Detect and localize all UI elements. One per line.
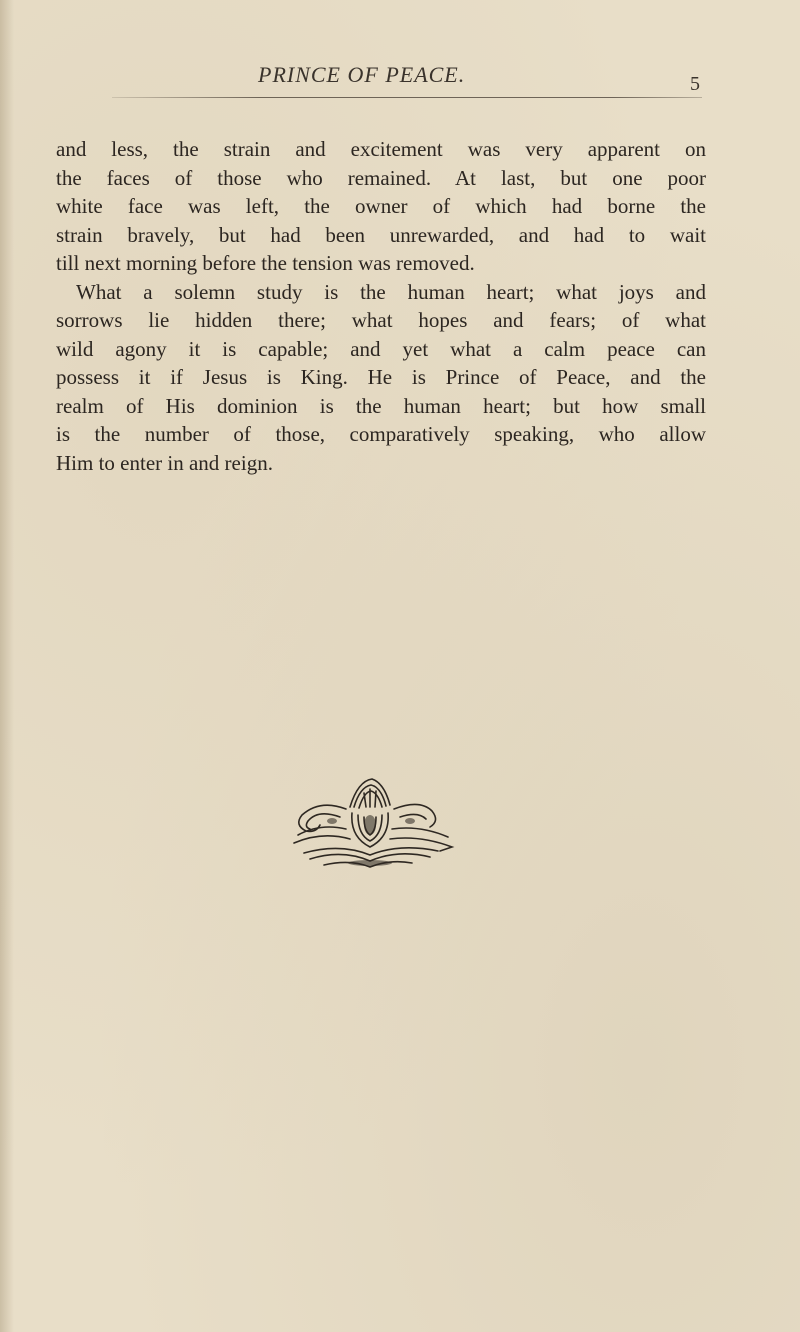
- text-line: possess it if Jesus is King. He is Prince of Peace, and the: [56, 365, 706, 389]
- text-line: is the number of those, comparatively speaking, who allow: [56, 422, 706, 446]
- text-line: realm of His dominion is the human heart; but how small: [56, 393, 706, 418]
- text-line: Him to enter in and reign.: [56, 450, 273, 475]
- running-title: PRINCE OF PEACE.: [258, 62, 466, 87]
- page-number: 5: [690, 73, 700, 95]
- text-line: white face was left, the owner of which had borne the: [56, 194, 706, 218]
- text-line: wild agony it is capable; and yet what a calm peace can: [56, 336, 706, 361]
- body-text: [56, 135, 706, 477]
- text-line: What a solemn study is the human heart; what joys and: [76, 279, 706, 304]
- running-head: [0, 62, 800, 96]
- page-gutter-shadow: [0, 0, 14, 1332]
- text-line: till next morning before the tension was removed.: [56, 251, 475, 275]
- text-line: and less, the strain and excitement was very apparent on: [56, 137, 706, 161]
- header-rule: [112, 97, 702, 98]
- text-line: the faces of those who remained. At last, but one poor: [56, 165, 706, 190]
- text-line: strain bravely, but had been unrewarded, and had to wait: [56, 222, 706, 247]
- floral-tailpiece-icon: [280, 777, 460, 872]
- text-line: sorrows lie hidden there; what hopes and fears; of what: [56, 308, 706, 332]
